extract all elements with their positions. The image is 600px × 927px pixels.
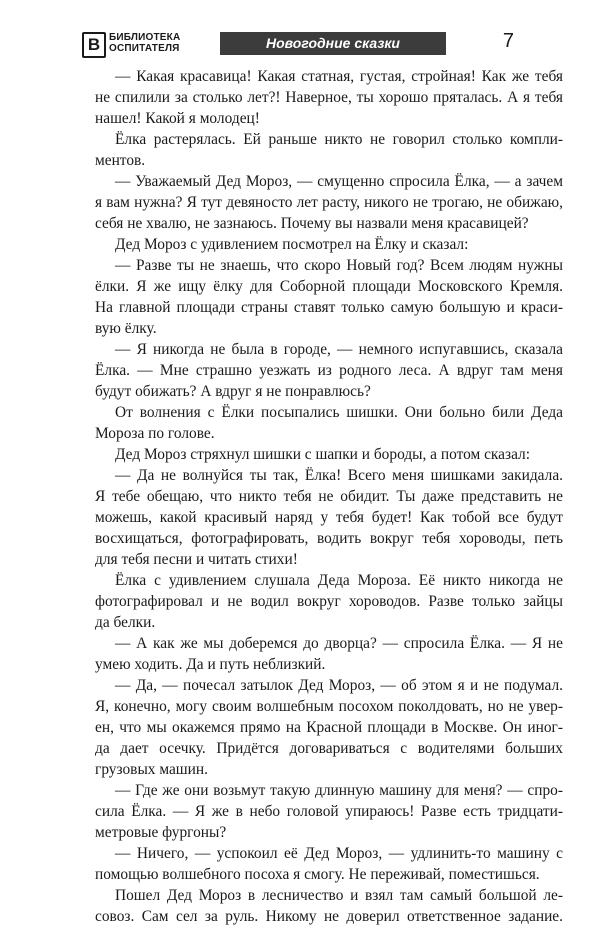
story-text — [95, 66, 563, 927]
text-line: — Я никогда не была в городе, — немного испугавшись, сказала — [115, 341, 563, 358]
text-line: восхищаться, фотографировать, водить вокруг тебя хороводы, петь — [95, 530, 563, 547]
text-line: для тебя песни и читать стихи! — [95, 551, 298, 568]
text-line: метровые фургоны? — [95, 824, 227, 841]
text-line: нашел! Какой я молодец! — [95, 110, 260, 127]
page-number: 7 — [502, 30, 514, 52]
text-line: — А как же мы доберемся до дворца? — спросила Ёлка. — Я не — [115, 635, 563, 652]
text-line: Ёлка растерялась. Ей раньше никто не говорил столько компли- — [115, 131, 563, 148]
text-line: не спилили за столько лет?! Наверное, ты хорошо пряталась. А я тебя — [95, 89, 563, 106]
text-line: — Уважаемый Дед Мороз, — смущенно спросила Ёлка, — а зачем — [115, 173, 563, 190]
text-line: На главной площади страны ставят только самую большую и краси- — [95, 299, 563, 316]
text-line: Мороза по голове. — [95, 425, 215, 442]
page-header — [82, 28, 564, 58]
series-logo-icon: В — [82, 32, 106, 58]
text-line: — Да, — почесал затылок Дед Мороз, — об этом я и не подумал. — [115, 677, 563, 694]
text-line: сила Ёлка. — Я же в небо головой упираюсь! Разве есть тридцати- — [95, 803, 563, 820]
text-line: будут обижать? А вдруг я не понравлюсь? — [95, 383, 371, 400]
book-title: Новогодние сказки — [220, 32, 446, 55]
text-line: фотографировал и не водил вокруг хороводов. Разве только зайцы — [95, 593, 563, 610]
text-line: совоз. Сам сел за руль. Никому не доверил ответственное задание. — [95, 908, 563, 925]
text-line: Я, конечно, могу своим волшебным посохом поколдовать, но не увер- — [95, 698, 563, 715]
text-line: да дает осечку. Придётся договариваться с водителями больших — [95, 740, 563, 757]
text-line: грузовых машин. — [95, 761, 208, 778]
text-line: ен, что мы окажемся прямо на Красной площади в Москве. Он иног- — [95, 719, 563, 736]
text-line: можешь, какой красивый наряд у тебя будет! Как тобой все будут — [95, 509, 563, 526]
text-line: ментов. — [95, 152, 146, 169]
text-line: — Ничего, — успокоил её Дед Мороз, — удлинить-то машину с — [115, 845, 563, 862]
text-line: Ёлка. — Мне страшно уезжать из родного леса. А вдруг там меня — [95, 362, 563, 379]
text-line: — Где же они возьмут такую длинную машину для меня? — спро- — [115, 782, 563, 799]
text-line: да белки. — [95, 614, 156, 631]
text-line: От волнения с Ёлки посыпались шишки. Они больно били Деда — [115, 404, 563, 421]
text-line: ёлки. Я же ищу ёлку для Соборной площади Московского Кремля. — [95, 278, 563, 295]
text-line: Пошел Дед Мороз в лесничество и взял там самый большой ле- — [115, 887, 563, 904]
text-line: Я тебе обещаю, что никто тебя не обидит. Ты даже представить не — [95, 488, 563, 505]
text-line: себя не хвалю, не зазнаюсь. Почему вы назвали меня красавицей? — [95, 215, 529, 232]
text-line: я вам нужна? Я тут девяносто лет расту, никого не трогаю, не обижаю, — [95, 194, 563, 211]
text-line: — Разве ты не знаешь, что скоро Новый год? Всем людям нужны — [115, 257, 563, 274]
text-line: — Какая красавица! Какая статная, густая, стройная! Как же тебя — [115, 68, 563, 85]
text-line: помощью волшебного посоха я смогу. Не переживай, поместишься. — [95, 866, 540, 883]
text-line: Ёлка с удивлением слушала Деда Мороза. Её никто никогда не — [115, 572, 563, 589]
text-line: Дед Мороз стряхнул шишки с шапки и бороды, а потом сказал: — [115, 446, 531, 463]
series-name — [109, 32, 214, 54]
text-line: вую ёлку. — [95, 320, 157, 337]
text-line: Дед Мороз с удивлением посмотрел на Ёлку и сказал: — [115, 236, 469, 253]
text-line: умею ходить. Да и путь неблизкий. — [95, 656, 326, 673]
series-name-line-1: БИБЛИОТЕКА — [109, 32, 181, 43]
series-name-line-2: ОСПИТАТЕЛЯ — [109, 43, 180, 54]
text-line: — Да не волнуйся ты так, Ёлка! Всего меня шишками закидала. — [115, 467, 563, 484]
